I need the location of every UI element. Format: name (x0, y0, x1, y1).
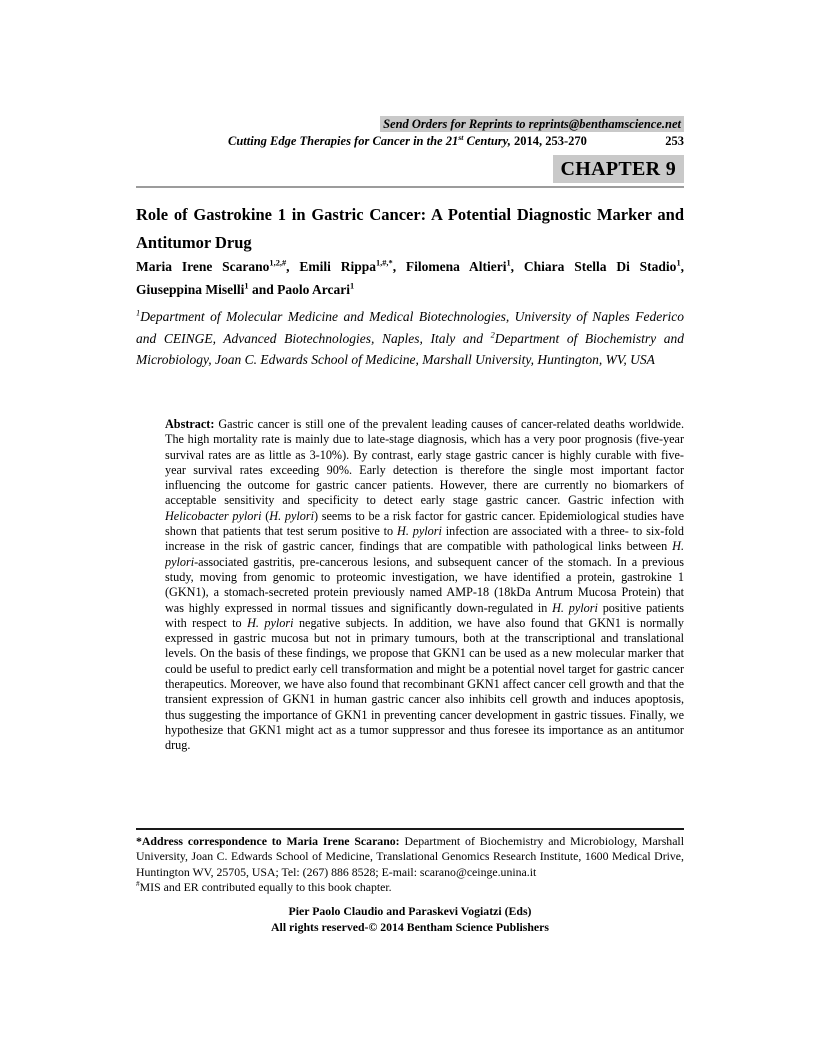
abstract-paragraph: Abstract: Gastric cancer is still one of the prevalent leading causes of cancer-related deaths worldwide. The high mortality rate is mainly due to late-stage diagnosis, which has a very poor prognosis (five-year survival rates are as little as 3-10%). By contrast, early stage gastric cancer is highly curable with five-year survival rates exceeding 90%. Early detection is therefore the single most important factor influencing the outcome for gastric cancer patients. However, there are currently no biomarkers of acceptable sensitivity and specificity to detect early stage gastric cancer. Gastric infection with Helicobacter pylori (H. pylori) seems to be a risk factor for gastric cancer. Epidemiological studies have shown that patients that test serum positive to H. pylori infection are associated with a three- to six-fold increase in the risk of gastric cancer, findings that are compatible with pathological links between H. pylori-associated gastritis, pre-cancerous lesions, and subsequent cancer of the stomach. In a previous study, moving from genomic to proteomic investigation, we have identified a protein, gastrokine 1 (GKN1), a stomach-secreted protein previously named AMP-18 (18kDa Antrum Mucosa Protein) that was highly expressed in normal tissues and significantly down-regulated in H. pylori positive patients with respect to H. pylori negative subjects. In addition, we have also found that GKN1 is normally expressed in gastric mucosa but not in primary tumours, both at the transcriptional and translational levels. On the basis of these findings, we propose that GKN1 can be used as a new molecular marker that could be useful to predict early cell transformation and might be a potential novel target for gastric cancer therapeutics. Moreover, we have also found that recombinant GKN1 affect cancer cell growth and that the transient expression of GKN1 in human gastric cancer also inhibits cell growth and induces apoptosis, thus suggesting the importance of GKN1 in preventing cancer development in gastric tissues. Finally, we hypothesize that GKN1 might act as a tumor suppressor and thus foresee its importance as an antitumor drug. (165, 417, 684, 753)
footer-copyright: All rights reserved-© 2014 Bentham Science Publishers (271, 919, 549, 934)
page-footer (136, 904, 684, 935)
page-header (136, 116, 684, 188)
citation-line (136, 133, 684, 149)
reprint-notice-line (136, 116, 684, 132)
authors-line: Maria Irene Scarano$^{1,2,\#}$, Emili Rippa$^{1,\#,*}$, Filomena Altieri$^1$, Chiara Stella Di Stadio$^1$, Giuseppina Miselli$^1$ and Paolo Arcari$^1$ (136, 258, 684, 297)
reprint-notice: Send Orders for Reprints to reprints@benthamscience.net (380, 116, 684, 132)
chapter-row (136, 155, 684, 183)
footnote-divider (136, 828, 684, 830)
chapter-title: Role of Gastrokine 1 in Gastric Cancer: A Potential Diagnostic Marker and Antitumor Drug (136, 205, 684, 252)
book-citation: Cutting Edge Therapies for Cancer in the 21st Century, 2014, 253-270 (228, 132, 587, 148)
correspondence-note: *Address correspondence to Maria Irene Scarano: Department of Biochemistry and Microbiology, Marshall University, Joan C. Edwards School of Medicine, Translational Genomics Research Institute, 1600 Medical Drive, Huntington WV, 25705, USA; Tel: (267) 886 8528; E-mail: scarano@ceinge.unina.it (136, 833, 684, 879)
contribution-note: #MIS and ER contributed equally to this book chapter. (136, 879, 392, 894)
chapter-badge: CHAPTER 9 (553, 155, 684, 183)
header-divider (136, 186, 684, 188)
affiliations: $^1$Department of Molecular Medicine and Medical Biotechnologies, University of Naples Federico and CEINGE, Advanced Biotechnologies, Naples, Italy and $^2$Department of Biochemistry and Microbiology, Joan C. Edwards School of Medicine, Marshall University, Huntington, WV, USA (136, 308, 684, 368)
footer-editors: Pier Paolo Claudio and Paraskevi Vogiatzi (Eds) (288, 904, 532, 918)
footnote-block (136, 828, 684, 896)
page-number: 253 (665, 134, 684, 148)
